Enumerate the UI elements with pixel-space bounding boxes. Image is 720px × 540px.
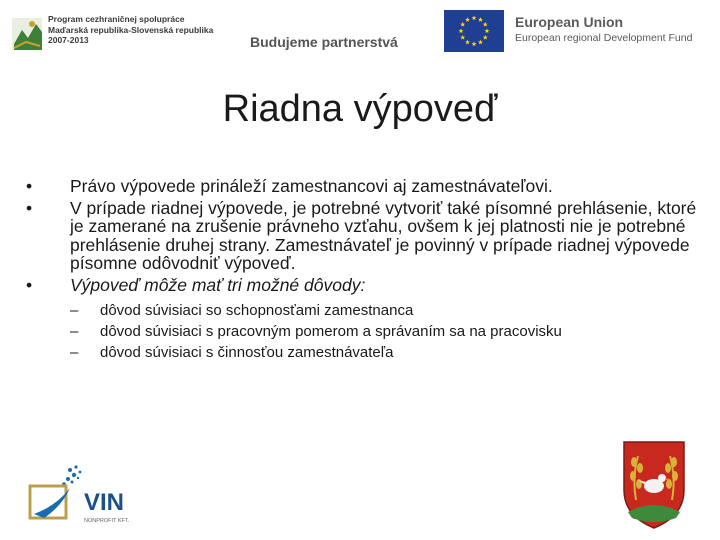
bullet-marker: • [26, 197, 33, 218]
sub-list [26, 300, 706, 363]
program-logo [10, 14, 44, 54]
bullet-marker: • [26, 176, 33, 196]
sub-marker: – [70, 323, 79, 340]
vin-logo [26, 462, 156, 532]
slide-title: Riadna výpoveď [222, 88, 498, 130]
bullet-item [26, 199, 706, 273]
vin-logo-subtext: NONPROFIT KFT. [84, 518, 130, 524]
program-line-1: Program cezhraničnej spolupráce [48, 14, 185, 24]
coat-of-arms-icon [618, 438, 690, 530]
program-line-3: 2007-2013 [48, 35, 89, 45]
eu-title: European Union [515, 14, 624, 30]
program-name [48, 14, 213, 46]
bullet-marker: • [26, 274, 33, 295]
bullet-item [26, 276, 706, 295]
sub-text: dôvod súvisiaci so schopnosťami zamestnanca [100, 302, 414, 319]
bullet-text: V prípade riadnej výpovede, je potrebné vytvoriť také písomné prehlásenie, ktoré je zamerané na zrušenie právneho vzťahu, ovšem k jej platnosti nie je potrebné prehlásenie druhej strany. Zamestnávateľ je povinný v prípade riadnej výpovede písomne odôvodniť výpoveď. [70, 197, 697, 273]
bullet-text: Právo výpovede prináleží zamestnancovi aj zamestnávateľovi. [70, 176, 553, 196]
program-line-2: Maďarská republika-Slovenská republika [48, 24, 214, 35]
vin-logo-text: VIN [84, 489, 125, 516]
bullet-text: Výpoveď môže mať tri možné dôvody: [70, 274, 366, 295]
eu-subtitle: European regional Development Fund [515, 32, 693, 44]
slide-body [26, 177, 706, 363]
sub-item [26, 321, 706, 342]
sub-item [26, 342, 706, 363]
eu-flag-icon [444, 10, 504, 52]
bullet-item [26, 177, 706, 196]
sub-marker: – [70, 344, 79, 361]
sub-text: dôvod súvisiaci s činnosťou zamestnávateľa [100, 344, 394, 361]
slogan: Budujeme partnerstvá [250, 34, 398, 50]
sub-marker: – [70, 302, 79, 319]
sub-item [26, 300, 706, 321]
sub-text: dôvod súvisiaci s pracovným pomerom a správaním sa na pracovisku [100, 323, 562, 340]
